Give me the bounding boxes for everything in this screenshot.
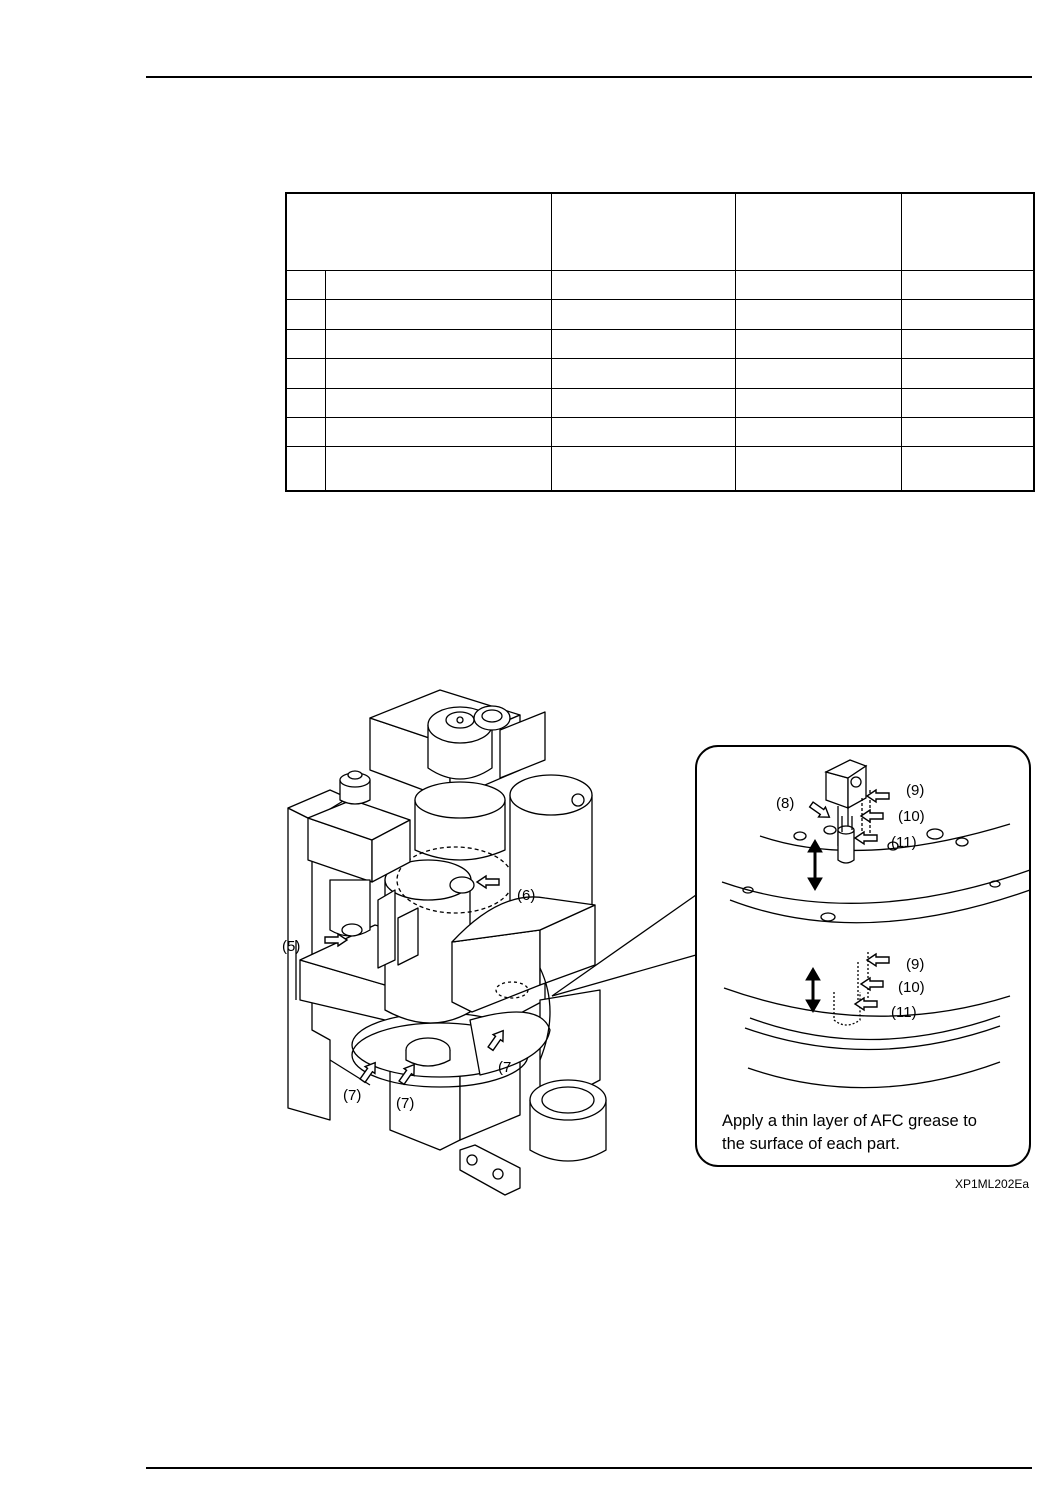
callout-label-9: (9)	[906, 956, 925, 973]
callout-label-7: (7)	[343, 1087, 362, 1104]
callout-label-5: (5)	[282, 938, 301, 955]
callout-label-7: (7	[498, 1059, 512, 1076]
callout-label-9: (9)	[906, 782, 925, 799]
figure-code: XP1ML202Ea	[955, 1177, 1030, 1191]
callout-label-7: (7)	[396, 1095, 415, 1112]
callout-label-10: (10)	[898, 808, 925, 825]
callout-label-10: (10)	[898, 979, 925, 996]
callout-label-11: (11)	[891, 1004, 917, 1021]
grease-note-line2: the surface of each part.	[722, 1135, 900, 1153]
detail-balloon	[696, 746, 1030, 1166]
callout-label-6: (6)	[517, 887, 536, 904]
footer-rule	[146, 1467, 1032, 1469]
callout-label-11: (11)	[891, 834, 917, 851]
grease-note-line1: Apply a thin layer of AFC grease to	[722, 1112, 977, 1130]
callout-label-8: (8)	[776, 795, 795, 812]
